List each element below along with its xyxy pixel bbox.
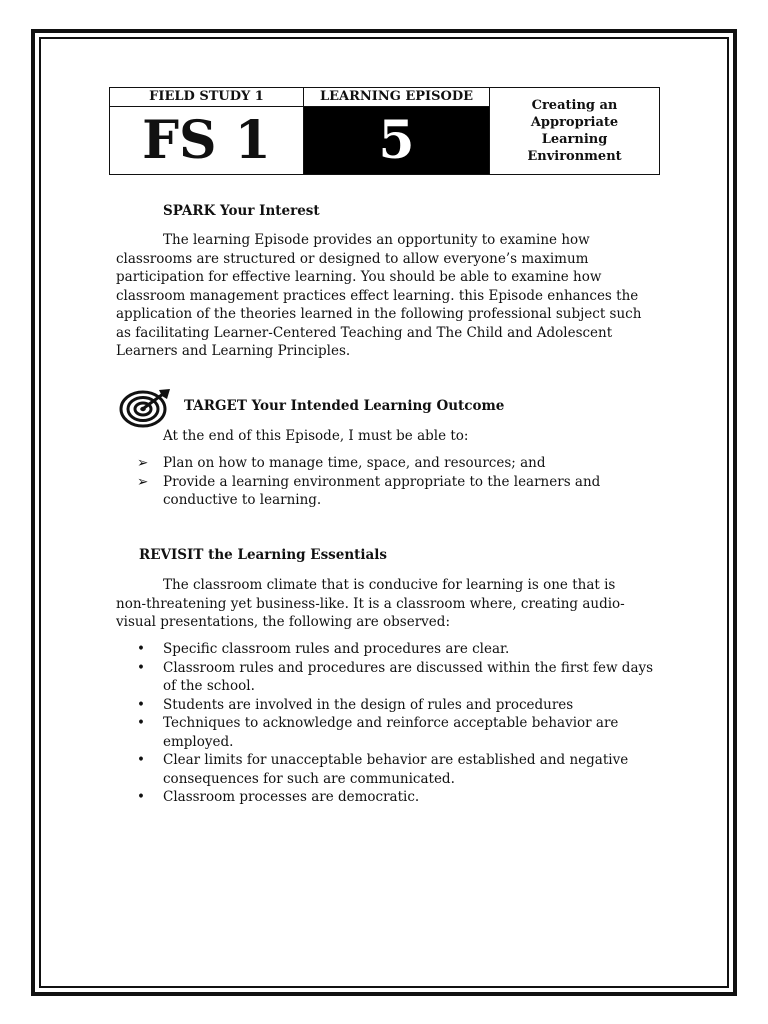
bullet-icon: • [137,696,145,713]
essential-text: Students are involved in the design of rules and procedures [163,696,574,713]
revisit-heading: REVISIT the Learning Essentials [139,547,388,563]
outcome-text: Plan on how to manage time, space, and resources; and [163,455,546,471]
essential-text: Techniques to acknowledge and reinforce acceptable behavior are employed. [163,715,619,750]
essentials-list [135,640,655,807]
episode-title-line: Creating an [531,98,618,113]
essential-text: Classroom rules and procedures are discussed within the first few days of the school. [163,659,654,694]
list-item [135,659,655,696]
essential-text: Clear limits for unacceptable behavior are established and negative consequences for such are communicated. [163,752,629,787]
target-intro: At the end of this Episode, I must be able to: [163,428,469,444]
learning-episode-label: LEARNING EPISODE [304,88,490,107]
fs-code: FS 1 [110,107,304,175]
essential-text: Specific classroom rules and procedures are clear. [163,641,510,657]
list-item [135,640,655,659]
episode-header-table [109,87,660,175]
bullet-icon: • [137,641,145,657]
episode-number: 5 [304,107,490,175]
field-study-label: FIELD STUDY 1 [110,88,304,107]
arrowhead-bullet-icon: ➢ [137,473,149,490]
bullet-icon: • [137,789,145,805]
target-outcome-list [135,454,655,510]
list-item [135,788,655,807]
bullet-icon: • [137,715,145,731]
list-item [135,473,655,510]
revisit-paragraph: The classroom climate that is conducive for learning is one that is non-threatening yet business-like. It is a classroom where, creating audio-visual presentations, the following are observed: [116,577,625,630]
arrowhead-bullet-icon: ➢ [137,455,149,471]
target-heading: TARGET Your Intended Learning Outcome [184,398,505,414]
episode-title-line: Appropriate [530,115,619,130]
episode-title-line: Learning [541,132,608,147]
list-item [135,751,655,788]
spark-heading: SPARK Your Interest [163,203,320,219]
essential-text: Classroom processes are democratic. [163,789,420,805]
outcome-text: Provide a learning environment appropriate to the learners and conductive to learning. [163,473,601,508]
list-item [135,454,655,473]
list-item [135,696,655,715]
page-border-inner [39,37,729,988]
bullet-icon: • [137,659,145,676]
list-item [135,714,655,751]
spark-paragraph: The learning Episode provides an opportunity to examine how classrooms are structured or designed to allow everyone’s maximum participation for effective learning. You should be able to examine how classroom management practices effect learning. this Episode enhances the application of the theories learned in the following professional subject such as facilitating Learner-Centered Teaching and The Child and Adolescent Learners and Learning Principles. [116,232,642,359]
episode-title [490,88,660,175]
target-icon [119,387,171,429]
bullet-icon: • [137,752,145,768]
episode-title-line: Environment [527,149,622,164]
